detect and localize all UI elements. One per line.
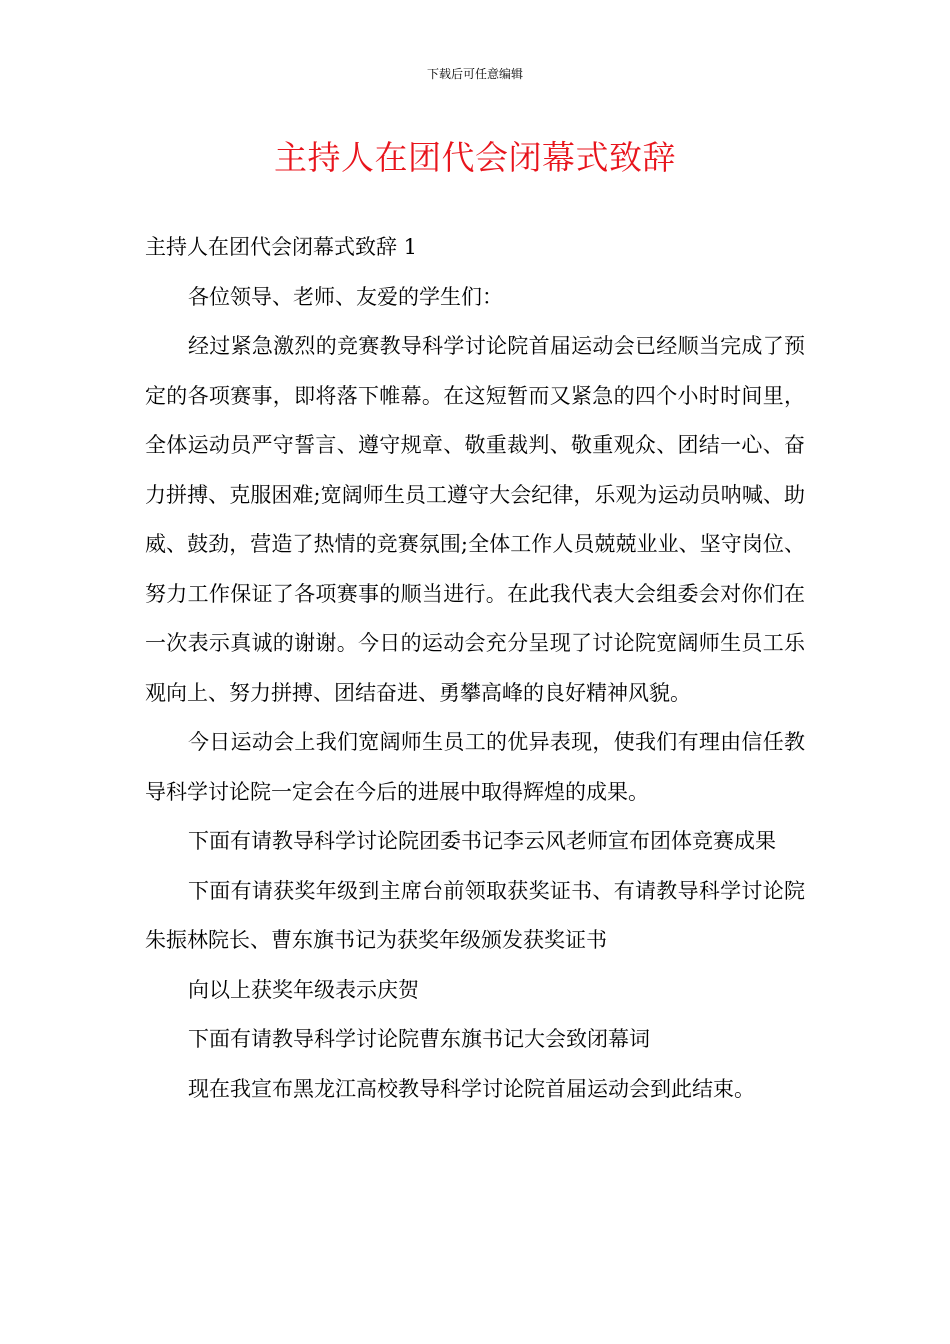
document-body — [145, 223, 805, 1114]
body-paragraph: 下面有请获奖年级到主席台前领取获奖证书、有请教导科学讨论院朱振林院长、曹东旗书记为获奖年级颁发获奖证书 — [145, 878, 805, 952]
section-heading: 主持人在团代会闭幕式致辞 1 — [145, 235, 418, 259]
body-paragraph: 向以上获奖年级表示庆贺 — [188, 977, 419, 1002]
document-title: 主持人在团代会闭幕式致辞 — [274, 138, 676, 177]
body-paragraph: 经过紧急激烈的竞赛教导科学讨论院首届运动会已经顺当完成了预定的各项赛事，即将落下帷幕。在这短暂而又紧急的四个小时时间里，全体运动员严守誓言、遵守规章、敬重裁判、敬重观众、团结一心、奋力拼搏、克服困难;宽阔师生员工遵守大会纪律，乐观为运动员呐喊、助威、鼓劲，营造了热情的竞赛氛围;全体工作人员兢兢业业、坚守岗位、努力工作保证了各项赛事的顺当进行。在此我代表大会组委会对你们在一次表示真诚的谢谢。今日的运动会充分呈现了讨论院宽阔师生员工乐观向上、努力拼搏、团结奋进、勇攀高峰的良好精神风貌。 — [145, 334, 805, 705]
header-note: 下载后可任意编辑 — [426, 67, 523, 81]
salutation-paragraph: 各位领导、老师、友爱的学生们： — [188, 284, 503, 309]
closing-paragraph: 现在我宣布黑龙江高校教导科学讨论院首届运动会到此结束。 — [188, 1076, 755, 1101]
body-paragraph: 今日运动会上我们宽阔师生员工的优异表现，使我们有理由信任教导科学讨论院一定会在今后的进展中取得辉煌的成果。 — [145, 730, 805, 804]
body-paragraph: 下面有请教导科学讨论院团委书记李云风老师宣布团体竞赛成果 — [188, 829, 776, 853]
body-paragraph: 下面有请教导科学讨论院曹东旗书记大会致闭幕词 — [188, 1027, 650, 1051]
